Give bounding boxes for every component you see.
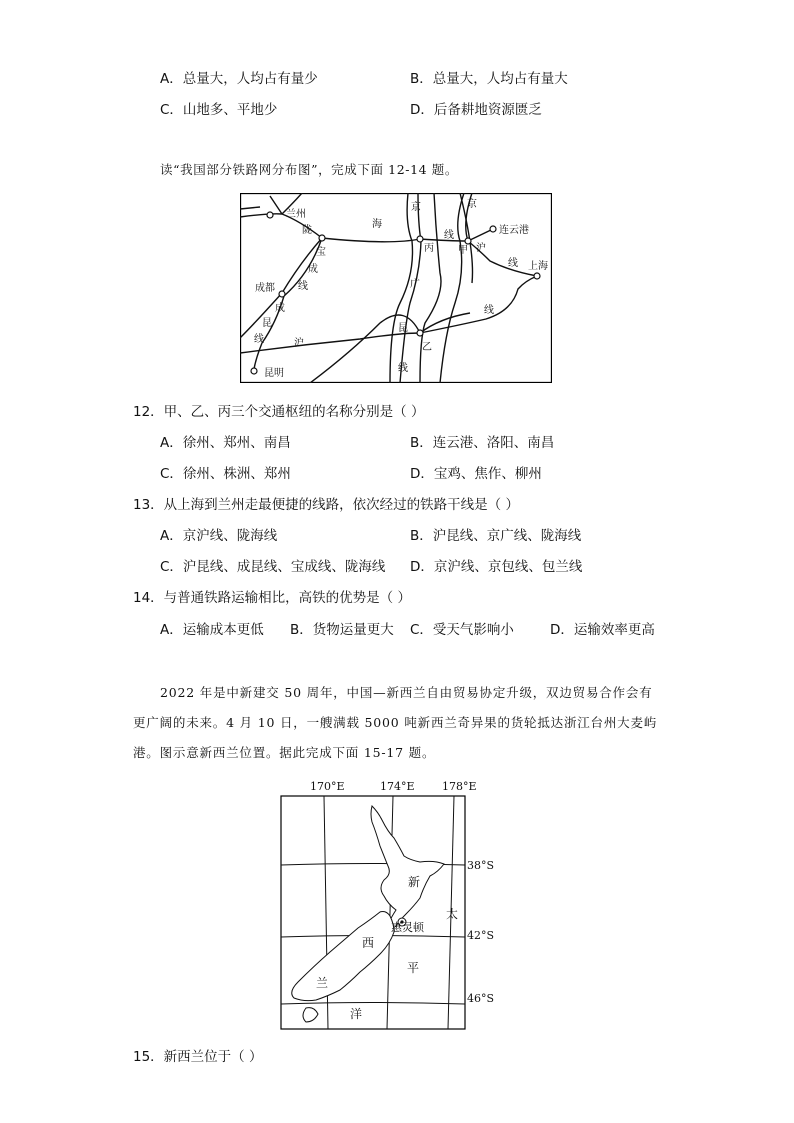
- q12-option-d: D．宝鸡、焦作、柳州: [410, 466, 542, 482]
- label-jing-2: 京: [467, 199, 477, 210]
- q12-option-a: A．徐州、郑州、南昌: [160, 435, 291, 451]
- label-kun-2: 昆: [398, 323, 408, 334]
- passage-line-1: 2022 年是中新建交 50 周年，中国—新西兰自由贸易协定升级，双边贸易合作会有: [160, 685, 653, 700]
- label-xin: 新: [408, 875, 421, 889]
- label-long: 陇: [302, 225, 312, 236]
- label-xian-6: 线: [398, 363, 408, 374]
- q12-stem: 12．甲、乙、丙三个交通枢纽的名称分别是（ ）: [133, 404, 425, 420]
- label-kunming: 昆明: [264, 368, 284, 379]
- lat-42: 42°S: [467, 929, 495, 942]
- label-lanzhou: 兰州: [286, 209, 306, 220]
- label-kun-1: 昆: [262, 318, 272, 329]
- label-xian-5: 线: [254, 334, 264, 345]
- q13-option-c: C．沪昆线、成昆线、宝成线、陇海线: [160, 559, 386, 575]
- q14-option-a: A．运输成本更低: [160, 622, 264, 638]
- intro-12-14: 读“我国部分铁路网分布图”，完成下面 12-14 题。: [160, 162, 458, 177]
- label-lianyungang: 连云港: [499, 225, 529, 236]
- label-hai: 海: [372, 219, 382, 230]
- lon-170: 170°E: [310, 780, 345, 793]
- q13-stem: 13．从上海到兰州走最便捷的线路，依次经过的铁路干线是（ ）: [133, 497, 519, 513]
- q12-option-c: C．徐州、株洲、郑州: [160, 466, 291, 482]
- label-lan: 兰: [316, 976, 329, 990]
- new-zealand-map: [280, 776, 500, 1031]
- label-guang: 广: [410, 279, 420, 290]
- label-ping: 平: [407, 961, 420, 975]
- q12-option-b: B．连云港、洛阳、南昌: [410, 435, 555, 451]
- label-xian-3: 线: [298, 281, 308, 292]
- label-yi: 乙: [422, 342, 432, 353]
- q14-option-b: B．货物运量更大: [290, 622, 394, 638]
- q14-option-c: C．受天气影响小: [410, 622, 514, 638]
- passage-line-2: 更广阔的未来。4 月 10 日，一艘满载 5000 吨新西兰奇异果的货轮抵达浙江台州大麦屿: [133, 715, 658, 730]
- label-jing-1: 京: [411, 202, 421, 213]
- label-bao: 宝: [316, 247, 326, 258]
- label-chengdu: 成都: [255, 283, 275, 294]
- railway-map: [240, 193, 552, 383]
- label-xian-2: 线: [508, 258, 518, 269]
- option-d: D．后备耕地资源匮乏: [410, 102, 542, 118]
- option-c: C．山地多、平地少: [160, 102, 278, 118]
- label-shanghai: 上海: [528, 261, 548, 272]
- q13-option-a: A．京沪线、陇海线: [160, 528, 278, 544]
- option-b: B．总量大，人均占有量大: [410, 71, 568, 87]
- label-yang: 洋: [350, 1007, 363, 1021]
- label-hu-2: 沪: [294, 338, 304, 349]
- label-cheng-2: 成: [275, 303, 285, 314]
- label-tai: 太: [446, 907, 459, 921]
- q13-option-d: D．京沪线、京包线、包兰线: [410, 559, 583, 575]
- lon-174: 174°E: [380, 780, 415, 793]
- label-cheng-1: 成: [308, 264, 318, 275]
- label-xian-1: 线: [444, 230, 454, 241]
- lat-46: 46°S: [467, 992, 495, 1005]
- lat-38: 38°S: [467, 859, 495, 872]
- lon-178: 178°E: [442, 780, 477, 793]
- q14-option-d: D．运输效率更高: [550, 622, 655, 638]
- label-wellington: 惠灵顿: [391, 921, 424, 934]
- label-xian-4: 线: [484, 305, 494, 316]
- label-xi: 西: [362, 936, 375, 950]
- label-bing: 丙: [424, 243, 434, 254]
- q13-option-b: B．沪昆线、京广线、陇海线: [410, 528, 582, 544]
- label-hu-1: 沪: [476, 243, 486, 254]
- option-a: A．总量大，人均占有量少: [160, 71, 318, 87]
- q14-stem: 14．与普通铁路运输相比，高铁的优势是（ ）: [133, 590, 411, 606]
- q15-stem: 15．新西兰位于（ ）: [133, 1049, 263, 1065]
- passage-line-3: 港。图示意新西兰位置。据此完成下面 15-17 题。: [133, 745, 436, 760]
- label-jia: 甲: [458, 245, 468, 256]
